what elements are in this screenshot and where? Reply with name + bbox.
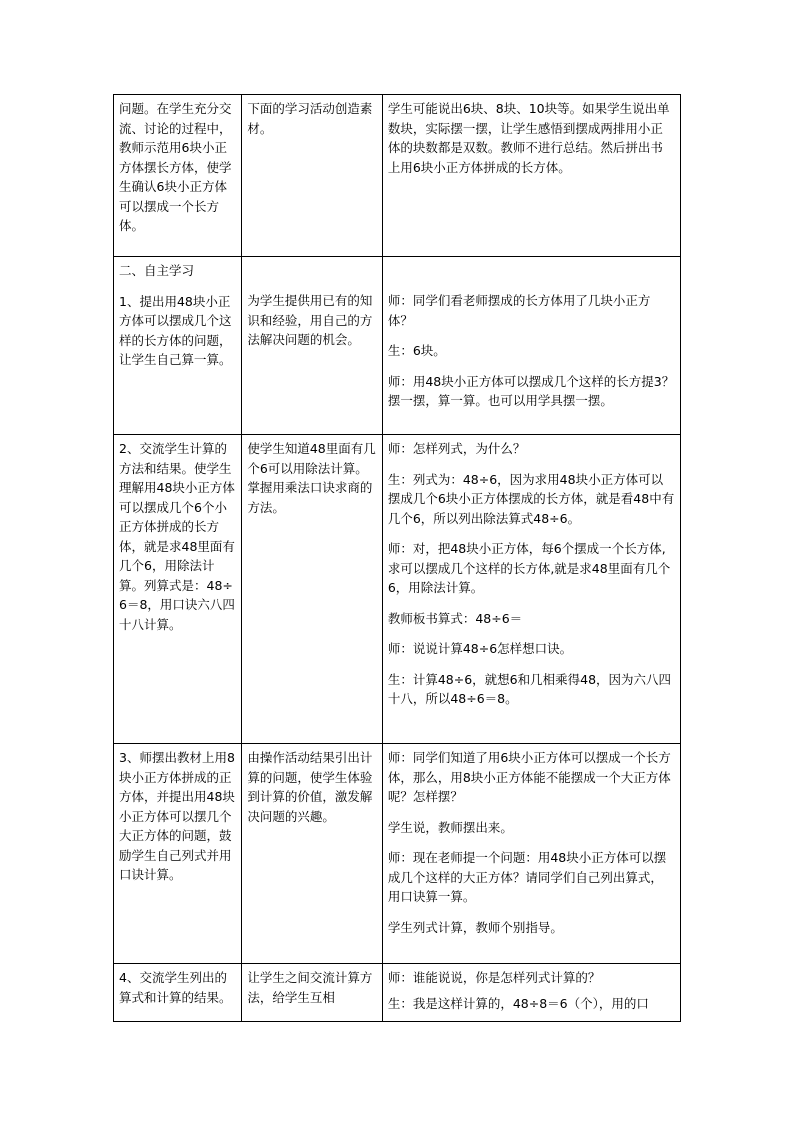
process-line: 生：列式为：48÷6，因为求用48块小正方体可以摆成几个6块小正方体摆成的长方体，就是看48中有几个6，所以列出除法算式48÷6。 <box>387 471 675 526</box>
section-title: 二、自主学习 <box>119 263 195 278</box>
process-line: 师：现在老师提一个问题：用48块小正方体可以摆成几个这样的大正方体？请同学们自己列出算式，用口诀算一算。 <box>387 850 667 904</box>
table-row <box>114 95 681 257</box>
process-line: 生：我是这样计算的，48÷8＝6（个），用的口 <box>387 995 649 1011</box>
goal-cell <box>114 964 242 1022</box>
table-row <box>114 964 681 1022</box>
process-line: 学生列式计算，教师个别指导。 <box>387 919 563 935</box>
intent-cell <box>242 95 382 257</box>
spacer <box>247 261 376 291</box>
goal-text: 问题。在学生充分交流、讨论的过程中，教师示范用6块小正方体摆长方体，使学生确认6块小正方体可以摆成一个长方体。 <box>119 101 232 233</box>
process-cell <box>382 964 680 1022</box>
process-line: 学生可能说出6块、8块、10块等。如果学生说出单数块，实际摆一摆，让学生感悟到摆成两排用小正体的块数都是双数。教师不进行总结。然后拼出书上用6块小正方体拼成的长方体。 <box>387 101 670 175</box>
goal-text: 1、提出用48块小正方体可以摆成几个这样的长方体的问题，让学生自己算一算。 <box>119 293 232 367</box>
process-line: 师：怎样列式，为什么？ <box>387 441 526 456</box>
goal-cell <box>114 257 242 435</box>
goal-cell <box>114 744 242 964</box>
process-cell <box>382 744 680 964</box>
process-line: 师：用48块小正方体可以摆成几个这样的长方提3？摆一摆，算一算。也可以用学具摆一摆。 <box>387 373 675 408</box>
goal-cell <box>114 95 242 257</box>
process-line: 生：计算48÷6，就想6和几相乘得48，因为六八四十八，所以48÷6＝8。 <box>387 671 672 706</box>
process-line: 师：谁能说说，你是怎样列式计算的？ <box>387 970 601 985</box>
intent-cell <box>242 257 382 435</box>
process-line: 教师板书算式：48÷6＝ <box>387 610 523 626</box>
process-cell <box>382 95 680 257</box>
goal-cell <box>114 435 242 744</box>
lesson-plan-table <box>113 94 681 1022</box>
intent-text: 使学生知道48里面有几个6可以用除法计算。掌握用乘法口诀求商的方法。 <box>247 441 376 515</box>
intent-cell <box>242 435 382 744</box>
process-cell <box>382 435 680 744</box>
process-cell <box>382 257 680 435</box>
goal-text: 2、交流学生计算的方法和结果。使学生理解用48块小正方体可以摆成几个6个小正方体拼成的长方体，就是求48里面有几个6，用除法计算。列算式是：48÷6＝8，用口诀六八四十八计算。 <box>119 441 235 632</box>
process-line: 师：说说计算48÷6怎样想口诀。 <box>387 641 573 656</box>
intent-text: 由操作活动结果引出计算的问题，使学生体验到计算的价值，激发解决问题的兴趣。 <box>247 750 373 824</box>
table-row <box>114 435 681 744</box>
goal-text: 3、师摆出教材上用8块小正方体拼成的正方体，并提出用48块小正方体可以摆几个大正方体的问题，鼓励学生自己列式并用口诀计算。 <box>119 750 235 882</box>
table-row <box>114 744 681 964</box>
intent-text: 让学生之间交流计算方法，给学生互相 <box>247 970 373 1005</box>
spacer <box>388 261 675 291</box>
intent-cell <box>242 744 382 964</box>
process-line: 生：6块。 <box>387 343 446 358</box>
process-line: 师：同学们看老师摆成的长方体用了几块小正方体？ <box>387 293 651 328</box>
intent-text: 为学生提供用已有的知识和经验，用自己的方法解决问题的机会。 <box>247 293 373 347</box>
goal-text: 4、交流学生列出的算式和计算的结果。 <box>119 970 232 1005</box>
process-line: 师：同学们知道了用6块小正方体可以摆成一个长方体，那么，用8块小正方体能不能摆成一个大正方体呢？怎样摆？ <box>387 750 671 804</box>
intent-text: 下面的学习活动创造素材。 <box>247 101 373 136</box>
intent-cell <box>242 964 382 1022</box>
table-row <box>114 257 681 435</box>
process-line: 学生说，教师摆出来。 <box>387 819 513 835</box>
process-line: 师：对，把48块小正方体，每6个摆成一个长方体,求可以摆成几个这样的长方体,就是求48里面有几个6，用除法计算。 <box>387 541 671 595</box>
